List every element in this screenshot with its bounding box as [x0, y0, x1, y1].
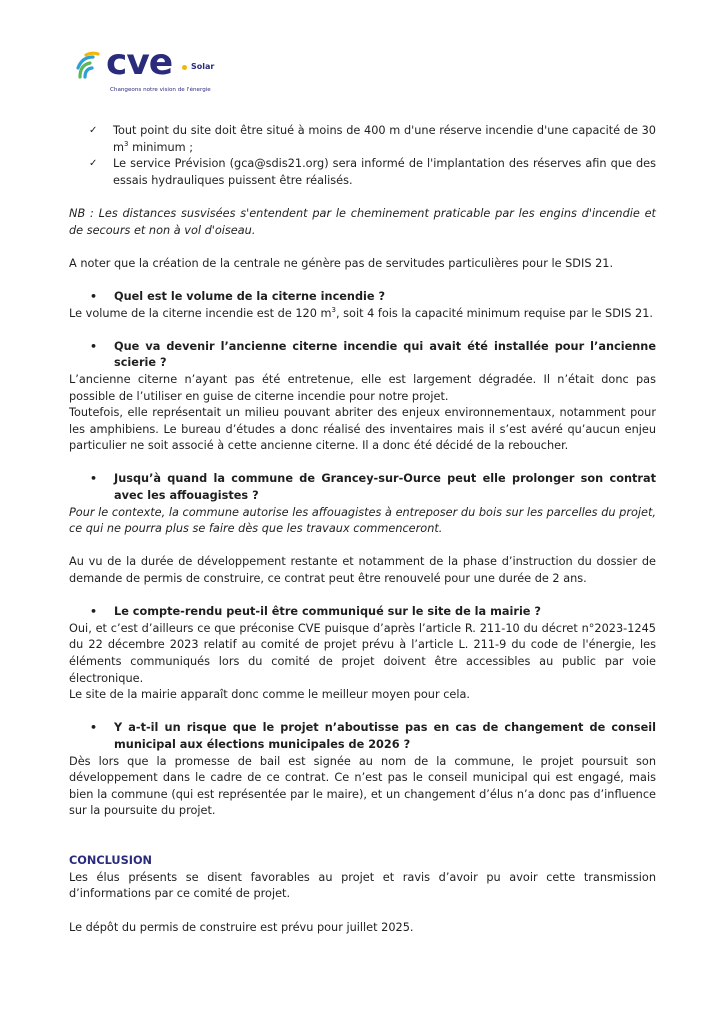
question-text: Quel est le volume de la citerne incendie ? — [114, 289, 386, 303]
answer-paragraph: L’ancienne citerne n’ayant pas été entretenue, elle est largement dégradée. Il n’était donc pas possible de l’utiliser en guise de citerne incendie pour notre projet. — [69, 372, 656, 403]
answer-text: Le volume de la citerne incendie est de 120 m — [69, 306, 332, 320]
question-text: Que va devenir l’ancienne citerne incendie qui avait été installée pour l’ancienne scierie ? — [114, 339, 656, 370]
cve-solar-logo — [76, 42, 236, 93]
checkmark-icon: ✓ — [89, 125, 98, 136]
nb-note: NB : Les distances susvisées s'entendent par le cheminement praticable par les engins d'incendie et de secours et non à vol d'oiseau. — [69, 206, 656, 237]
conclusion-paragraph: Le dépôt du permis de construire est prévu pour juillet 2025. — [69, 920, 414, 934]
question-heading — [69, 471, 656, 504]
bullet-icon: • — [90, 289, 98, 303]
spacer — [69, 820, 656, 837]
bullet-icon: • — [90, 339, 98, 353]
bullet-icon: • — [90, 605, 98, 619]
question-heading — [69, 604, 656, 621]
conclusion-paragraph: Les élus présents se disent favorables au projet et ravis d’avoir pu avoir cette transmission d’informations par ce comité de projet. — [69, 870, 656, 901]
spacer — [69, 239, 656, 256]
spacer — [69, 704, 656, 721]
spacer — [69, 272, 656, 289]
question-heading — [69, 339, 656, 372]
answer-paragraph: Au vu de la durée de développement restante et notamment de la phase d’instruction du dossier de demande de permis de construire, ce contrat peut être renouvelé pour une durée de 2 ans. — [69, 555, 656, 586]
checklist-item — [89, 123, 656, 156]
question-heading — [69, 720, 656, 753]
checklist-text-after: minimum ; — [128, 140, 194, 154]
bullet-icon: • — [90, 472, 98, 486]
question-text: Le compte-rendu peut-il être communiqué sur le site de la mairie ? — [114, 605, 541, 619]
spacer — [69, 588, 656, 605]
sun-rays-icon — [76, 51, 104, 79]
superscript: 3 — [331, 305, 336, 314]
spacer — [69, 455, 656, 472]
spacer — [69, 903, 656, 920]
question-text: Y a-t-il un risque que le projet n’aboutisse pas en cas de changement de conseil municipal aux élections municipales de 2026 ? — [114, 721, 656, 751]
logo-suffix: Solar — [191, 62, 215, 71]
question-text: Jusqu’à quand la commune de Grancey-sur-Ource peut elle prolonger son contrat avec les affouagistes ? — [114, 472, 656, 503]
question-heading — [69, 289, 656, 306]
bullet-icon: • — [90, 721, 98, 735]
checklist-text: Le service Prévision (gca@sdis21.org) sera informé de l'implantation des réserves afin que des essais hydrauliques puissent être réalisés. — [113, 157, 656, 187]
logo-wordmark: cve — [106, 42, 173, 83]
checkmark-icon: ✓ — [89, 158, 98, 170]
conclusion-heading: CONCLUSION — [69, 854, 153, 868]
context-note: Pour le contexte, la commune autorise les affouagistes à entreposer du bois sur les parcelles du projet, ce qui ne pourra plus se faire dès que les travaux commenceront. — [69, 505, 656, 536]
answer-paragraph: Toutefois, elle représentait un milieu pouvant abriter des enjeux environnementaux, notamment pour les amphibiens. Le bureau d’études a donc réalisé des inventaires mais il s’est avéré qu’aucun enjeu particulier ne soit associé à cette ancienne citerne. Il a donc été décidé de la reboucher. — [69, 406, 656, 453]
answer-paragraph — [69, 306, 656, 323]
checklist-text: Tout point du site doit être situé à moins de 400 m d'une réserve incendie d'une capacité de 30 m — [113, 124, 656, 154]
superscript: 3 — [124, 139, 129, 148]
checklist-item — [89, 156, 656, 189]
servitudes-paragraph: A noter que la création de la centrale ne génère pas de servitudes particulières pour le SDIS 21. — [69, 256, 614, 270]
answer-paragraph: Le site de la mairie apparaît donc comme le meilleur moyen pour cela. — [69, 688, 471, 702]
logo-dot — [182, 65, 187, 70]
spacer — [69, 189, 656, 206]
logo-tagline: Changeons notre vision de l'énergie — [110, 87, 211, 93]
spacer — [69, 538, 656, 555]
document-body — [69, 123, 656, 936]
spacer — [69, 837, 656, 854]
answer-paragraph: Dès lors que la promesse de bail est signée au nom de la commune, le projet poursuit son développement dans le cadre de ce contrat. Ce n’est pas le conseil municipal qui est engagé, mais bien la commune (qui est représentée par le maire), et un changement d’élus n’a donc pas d’influence sur la poursuite du projet. — [69, 754, 656, 818]
answer-paragraph: Oui, et c’est d’ailleurs ce que préconise CVE puisque d’après l’article R. 211-10 du décret n°2023-1245 du 22 décembre 2023 relatif au comité de projet prévu à l’article L. 211-9 du code de l'énergie, les éléments communiqués lors du comité de projet doivent être accessibles au public par voie électronique. — [69, 621, 656, 685]
spacer — [69, 322, 656, 339]
answer-text-after: , soit 4 fois la capacité minimum requise par le SDIS 21. — [335, 306, 653, 320]
